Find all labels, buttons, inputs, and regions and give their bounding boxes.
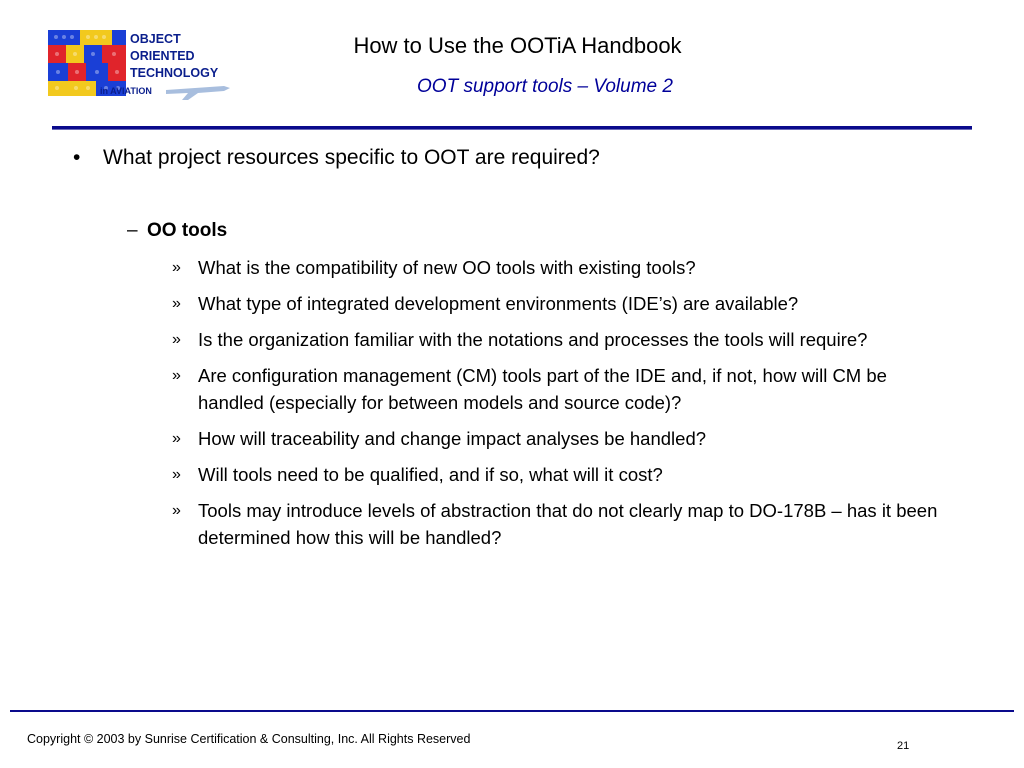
footer-divider — [10, 710, 1014, 712]
item-marker: » — [172, 331, 181, 348]
item-marker: » — [172, 367, 181, 384]
airplane-icon — [166, 86, 230, 100]
logo-text-line1: OBJECT — [130, 32, 181, 46]
list-item-text: What is the compatibility of new OO tools with existing tools? — [198, 257, 696, 278]
item-marker: » — [172, 430, 181, 447]
logo-text-line3: TECHNOLOGY — [130, 66, 219, 80]
item-marker: » — [172, 466, 181, 483]
bullet-marker: • — [73, 146, 81, 169]
logo-graphic — [48, 30, 230, 100]
list-item — [172, 362, 952, 416]
copyright-notice: Copyright © 2003 by Sunrise Certification & Consulting, Inc. All Rights Reserved — [27, 732, 471, 746]
list-item — [172, 425, 952, 452]
logo-text-line4: in AVIATION — [100, 86, 152, 96]
list-item-text: What type of integrated development environments (IDE’s) are available? — [198, 293, 799, 314]
list-item — [172, 254, 952, 281]
ootia-logo — [48, 30, 230, 100]
logo-text-line2: ORIENTED — [130, 49, 195, 63]
header-divider — [52, 126, 972, 130]
tools-question-list — [172, 254, 952, 560]
slide-subtitle: OOT support tools – Volume 2 — [417, 76, 673, 97]
list-item-text: How will traceability and change impact analyses be handled? — [198, 428, 707, 449]
item-marker: » — [172, 259, 181, 276]
sub-heading: OO tools — [147, 220, 228, 241]
dash-marker: – — [127, 220, 138, 241]
page-number: 21 — [897, 740, 910, 752]
list-item — [172, 326, 952, 353]
list-item-text: Is the organization familiar with the notations and processes the tools will require? — [198, 329, 868, 350]
list-item-text: Tools may introduce levels of abstraction that do not clearly map to DO-178B – has it been determined how this will be handled? — [198, 500, 938, 548]
list-item — [172, 461, 952, 488]
list-item — [172, 497, 952, 551]
logo-block — [66, 81, 96, 96]
item-marker: » — [172, 502, 181, 519]
slide-title: How to Use the OOTiA Handbook — [353, 33, 682, 58]
logo-block — [112, 30, 126, 45]
main-bullet-text: What project resources specific to OOT are required? — [103, 146, 600, 169]
list-item — [172, 290, 952, 317]
list-item-text: Will tools need to be qualified, and if so, what will it cost? — [198, 464, 663, 485]
list-item-text: Are configuration management (CM) tools part of the IDE and, if not, how will CM be handled (especially for between models and source code)? — [198, 365, 887, 413]
item-marker: » — [172, 295, 181, 312]
